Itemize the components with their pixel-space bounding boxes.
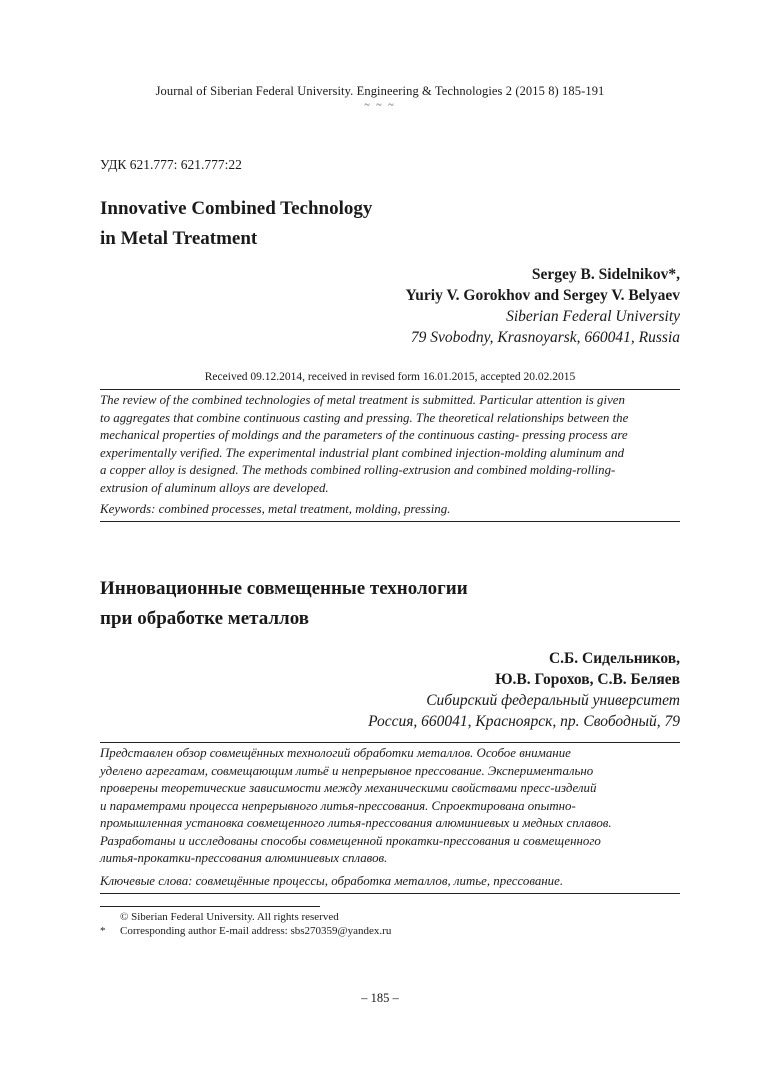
russian-abstract-line: промышленная установка совмещенного литья-прессования алюминиевых и медных сплавов. bbox=[100, 816, 612, 830]
russian-abstract-top-rule bbox=[100, 742, 680, 743]
russian-abstract bbox=[100, 745, 680, 868]
russian-affiliation1: Сибирский федеральный университет bbox=[426, 692, 680, 709]
russian-keywords: Ключевые слова: совмещённые процессы, обработка металлов, литье, прессование. bbox=[100, 874, 564, 888]
russian-abstract-line: Разработаны и исследованы способы совмещенной прокатки-прессования и совмещенного bbox=[100, 833, 601, 848]
keywords-bottom-rule bbox=[100, 521, 680, 522]
received-dates: Received 09.12.2014, received in revised form 16.01.2015, accepted 20.02.2015 bbox=[204, 371, 576, 383]
english-title-line2: in Metal Treatment bbox=[100, 228, 258, 249]
english-authors-block bbox=[406, 264, 680, 348]
english-abstract-line: to aggregates that combine continuous casting and pressing. The theoretical relationships between the bbox=[100, 410, 629, 425]
udk-code: УДК 621.777: 621.777:22 bbox=[100, 157, 242, 172]
english-affiliation1: Siberian Federal University bbox=[506, 308, 680, 325]
russian-title bbox=[100, 574, 580, 634]
english-abstract-line: extrusion of aluminum alloys are developed. bbox=[100, 480, 329, 495]
english-abstract bbox=[100, 392, 680, 497]
english-affiliation2: 79 Svobodny, Krasnoyarsk, 660041, Russia bbox=[410, 329, 680, 346]
russian-keywords-bottom-rule bbox=[100, 893, 680, 894]
english-abstract-line: mechanical properties of moldings and the parameters of the continuous casting- pressing process are bbox=[100, 428, 628, 442]
russian-abstract-line: уделено агрегатам, совмещающим литьё и непрерывное прессование. Экспериментально bbox=[100, 763, 594, 778]
page-number: – 185 – bbox=[361, 991, 399, 1005]
russian-title-line1: Инновационные совмещенные технологии bbox=[100, 578, 468, 599]
russian-affiliation2: Россия, 660041, Красноярск, пр. Свободный, 79 bbox=[368, 713, 680, 730]
english-abstract-line: a copper alloy is designed. The methods combined rolling-extrusion and combined molding-rolling- bbox=[100, 463, 616, 477]
english-abstract-line: The review of the combined technologies of metal treatment is submitted. Particular attention is given bbox=[100, 393, 625, 407]
english-keywords: Keywords: combined processes, metal treatment, molding, pressing. bbox=[100, 502, 451, 516]
corresponding-author-footnote: Corresponding author E-mail address: sbs270359@yandex.ru bbox=[120, 925, 392, 937]
english-author-line1: Sergey B. Sidelnikov*, bbox=[531, 266, 680, 283]
english-abstract-line: experimentally verified. The experimental industrial plant combined injection-molding aluminum and bbox=[100, 445, 625, 460]
copyright-footnote: © Siberian Federal University. All rights reserved bbox=[120, 911, 339, 923]
russian-abstract-line: литья-прокатки-прессования алюминиевых сплавов. bbox=[100, 851, 388, 865]
russian-author-line1: С.Б. Сидельников, bbox=[548, 650, 680, 667]
footnote-star: * bbox=[100, 925, 106, 937]
english-author-line2: Yuriy V. Gorokhov and Sergey V. Belyaev bbox=[405, 287, 680, 304]
russian-title-line2: при обработке металлов bbox=[100, 608, 309, 629]
english-title-line1: Innovative Combined Technology bbox=[100, 198, 373, 219]
russian-author-line2: Ю.В. Горохов, С.В. Беляев bbox=[495, 671, 680, 688]
abstract-top-rule bbox=[100, 389, 680, 390]
russian-abstract-line: Представлен обзор совмещённых технологий обработки металлов. Особое внимание bbox=[100, 746, 571, 760]
russian-abstract-line: и параметрами процесса непрерывного литья-прессования. Спроектирована опытно- bbox=[100, 798, 576, 813]
english-title bbox=[100, 194, 500, 254]
russian-authors-block bbox=[368, 648, 680, 732]
header-ornament: ~ ~ ~ bbox=[364, 100, 396, 111]
russian-abstract-line: проверены теоретические зависимости между механическими свойствами пресс-изделий bbox=[100, 781, 597, 795]
journal-header: Journal of Siberian Federal University. Engineering & Technologies 2 (2015 8) 185-191 bbox=[155, 84, 605, 98]
footnote-rule bbox=[100, 906, 320, 907]
